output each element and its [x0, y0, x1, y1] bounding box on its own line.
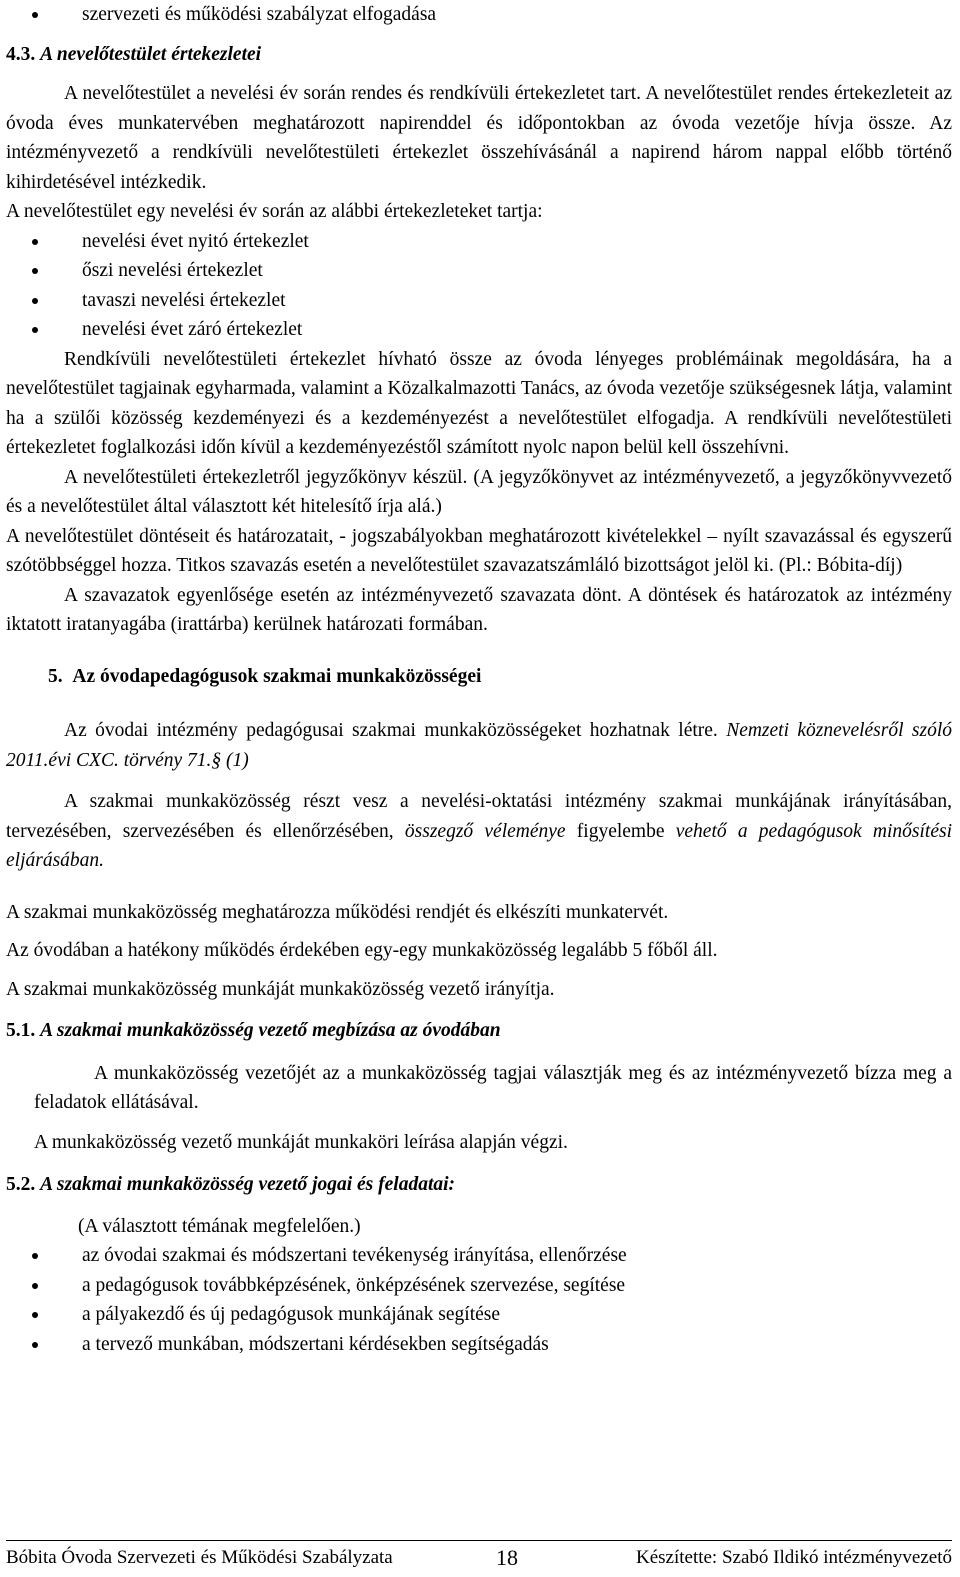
paragraph: A szakmai munkaközösség részt vesz a nevelési-oktatási intézmény szakmai munkájának irányításában, tervezésében, szervezésében és ellenőrzésében, összegző véleménye figyelembe vehető a pedagógusok minősítési eljárásában.	[6, 791, 953, 871]
paragraph: A nevelőtestület döntéseit és határozatait, - jogszabályokban meghatározott kivételekkel – nyílt szavazással és egyszerű szótöbbséggel hozza. Titkos szavazás esetén a nevelőtestület szavazatszámláló bizottságot jelöl ki. (Pl.: Bóbita-díj)	[6, 525, 952, 576]
page-footer	[6, 1540, 952, 1571]
page-number: 18	[496, 1545, 518, 1570]
list-item: az óvodai szakmai és módszertani tevékenység irányítása, ellenőrzése	[6, 1241, 952, 1271]
list-item: a pedagógusok továbbképzésének, önképzésének szervezése, segítése	[6, 1271, 952, 1301]
list-item: nevelési évet záró értekezlet	[6, 315, 952, 345]
section-heading-5-2: 5.2. A szakmai munkaközösség vezető jogai és feladatai:	[6, 1174, 456, 1195]
section-heading-5-1: 5.1. A szakmai munkaközösség vezető megbízása az óvodában	[6, 1020, 501, 1041]
paragraph: A szakmai munkaközösség meghatározza működési rendjét és elkészíti munkatervét.	[6, 901, 669, 923]
bullet-icon	[32, 1253, 38, 1259]
paragraph: Az óvodában a hatékony működés érdekében egy-egy munkaközösség legalább 5 főből áll.	[6, 940, 718, 961]
meeting-list	[6, 227, 952, 345]
paragraph: A nevelőtestület a nevelési év során rendes és rendkívüli értekezletet tart. A nevelőtestület rendes értekezleteit az óvoda éves munkatervében meghatározott napirenddel és időpontokban az óvoda vezetője hívja össze. Az intézményvezető a rendkívüli nevelőtestületi értekezlet összehívásánál a napirend három nappal előbb történő kihirdetésével intézkedik.	[6, 83, 952, 193]
bullet-icon	[32, 1342, 38, 1348]
bullet-icon	[32, 1312, 38, 1318]
paragraph: A munkaközösség vezetőjét az a munkaközösség tagjai választják meg és az intézményvezető bízza meg a feladatok ellátásával.	[34, 1062, 952, 1113]
paragraph: A munkaközösség vezető munkáját munkaköri leírása alapján végzi.	[34, 1131, 568, 1153]
paragraph: A nevelőtestület egy nevelési év során az alábbi értekezleteket tartja:	[6, 201, 543, 222]
bullet-icon	[32, 239, 38, 245]
paragraph: Az óvodai intézmény pedagógusai szakmai munkaközösségeket hozhatnak létre. Nemzeti köznevelésről szóló 2011.évi CXC. törvény 71.§ (1)	[6, 720, 953, 771]
paragraph: Rendkívüli nevelőtestületi értekezlet hívható össze az óvoda lényeges problémáinak megoldására, ha a nevelőtestület tagjainak egyharmada, valamint a Közalkalmazotti Tanács, az óvoda vezetője szükségesnek látja, valamint ha a szülői közösség kezdeményezi és a kezdeményezést a nevelőtestület elfogadja. A rendkívüli nevelőtestületi értekezletet foglalkozási időn kívül a kezdeményezéstől számított nyolc napon belül kell összehívni.	[6, 348, 952, 458]
bullet-icon	[32, 12, 38, 18]
bullet-icon	[32, 327, 38, 333]
footer-document-title: Bóbita Óvoda Szervezeti és Működési Szabályzata	[6, 1547, 393, 1568]
bullet-icon	[32, 268, 38, 274]
paragraph: A szavazatok egyenlősége esetén az intézményvezető szavazata dönt. A döntések és határozatok az intézmény iktatott iratanyagába (irattárba) kerülnek határozati formában.	[6, 584, 952, 635]
bullet-icon	[32, 1283, 38, 1289]
paragraph: A nevelőtestületi értekezletről jegyzőkönyv készül. (A jegyzőkönyvet az intézményvezető, a jegyzőkönyvvezető és a nevelőtestület által választott két hitelesítő írja alá.)	[6, 466, 952, 517]
paragraph: A szakmai munkaközösség munkáját munkaközösség vezető irányítja.	[6, 978, 555, 1000]
list-item: a tervező munkában, módszertani kérdésekben segítségadás	[6, 1330, 952, 1360]
paragraph: (A választott témának megfelelően.)	[78, 1215, 361, 1237]
bullet-icon	[32, 298, 38, 304]
list-item: a pályakezdő és új pedagógusok munkájának segítése	[6, 1300, 952, 1330]
footer-author: Készítette: Szabó Ildikó intézményvezető	[635, 1547, 952, 1568]
list-item: őszi nevelési értekezlet	[6, 256, 952, 286]
list-item: nevelési évet nyitó értekezlet	[6, 227, 952, 257]
duties-list	[6, 1241, 952, 1359]
section-heading-4-3: 4.3. A nevelőtestület értekezletei	[6, 43, 262, 65]
list-item: tavaszi nevelési értekezlet	[6, 286, 952, 316]
section-heading-5: 5. Az óvodapedagógusok szakmai munkaközösségei	[48, 665, 482, 687]
list-item: szervezeti és működési szabályzat elfogadása	[6, 0, 952, 30]
